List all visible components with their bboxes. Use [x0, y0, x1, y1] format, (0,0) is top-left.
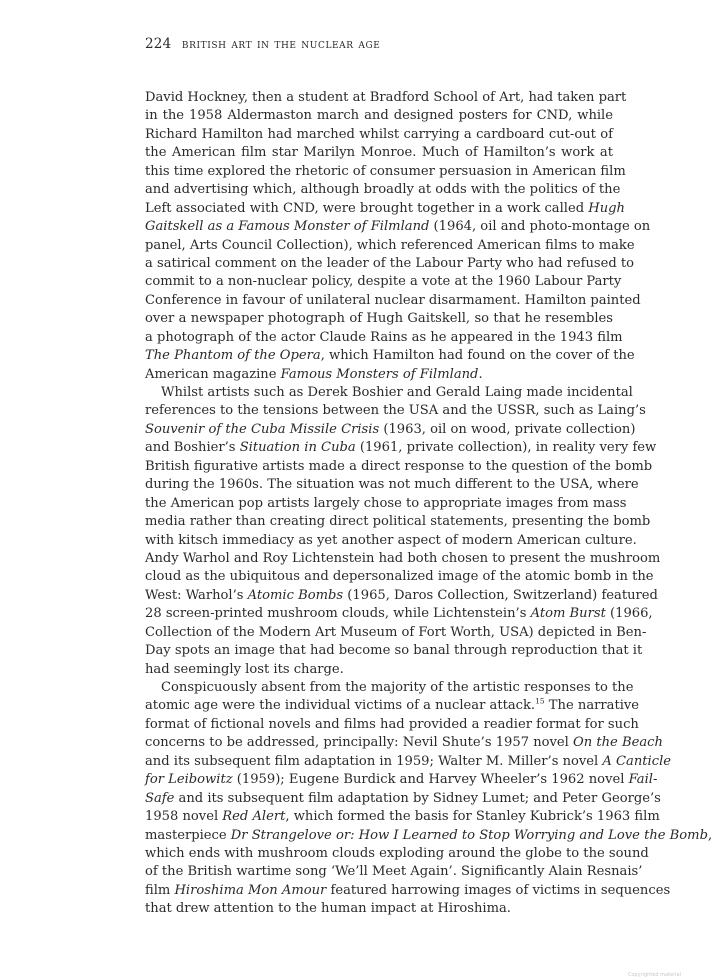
text-run: (1961, private collection), in reality very few [355, 440, 657, 456]
text-line [145, 89, 627, 107]
text-line [145, 237, 635, 255]
text-line [145, 568, 654, 586]
italic-text: Hugh [588, 200, 625, 216]
text-line [145, 329, 623, 347]
text-run: Conspicuously absent from the majority of the artistic responses to the [161, 680, 634, 695]
text-line [145, 827, 712, 845]
text-line [145, 144, 613, 162]
text-run: references to the tensions between the USA and the USSR, such as Laing’s [145, 403, 646, 419]
text-line [145, 808, 660, 826]
page-number: 224 [145, 36, 172, 52]
text-run: in the 1958 Aldermaston march and designed posters for CND, while [145, 108, 613, 124]
text-run: American magazine [145, 366, 281, 382]
text-run: 28 screen-printed mushroom clouds, while Lichtenstein’s [145, 606, 531, 622]
text-run: (1963, oil on wood, private collection) [379, 421, 636, 437]
text-run: a photograph of the actor Claude Rains as he appeared in the 1943 film [145, 329, 623, 345]
italic-text: Red Alert [222, 809, 286, 825]
text-run: (1959); Eugene Burdick and Harvey Wheeler’s 1962 novel [232, 772, 629, 788]
text-run: had seemingly lost its charge. [145, 661, 344, 677]
text-line [145, 384, 633, 402]
text-line [145, 771, 658, 789]
text-run: masterpiece [145, 827, 231, 843]
italic-text: The Phantom of the Opera [145, 348, 321, 364]
text-line [145, 476, 639, 494]
text-run: Day spots an image that had become so banal through reproduction that it [145, 643, 643, 659]
text-line [145, 126, 613, 144]
text-line [145, 605, 653, 623]
text-run: Conference in favour of unilateral nuclear disarmament. Hamilton painted [145, 292, 641, 308]
text-line [145, 845, 649, 863]
text-line [145, 347, 635, 365]
text-run: concerns to be addressed, principally: Nevil Shute’s 1957 novel [145, 735, 574, 751]
text-run: and its subsequent film adaptation by Sidney Lumet; and Peter George’s [174, 790, 661, 806]
text-run: 1958 novel [145, 809, 223, 825]
text-line [145, 402, 646, 420]
italic-text: for Leibowitz [145, 772, 233, 788]
text-line [145, 366, 613, 384]
text-run: Collection of the Modern Art Museum of Fort Worth, USA) depicted in Ben- [145, 624, 647, 640]
text-run: this time explored the rhetoric of consumer persuasion in American film [145, 163, 626, 179]
text-line [145, 863, 643, 881]
text-run: panel, Arts Council Collection), which referenced American films to make [145, 237, 635, 253]
text-run: (1966, [605, 606, 653, 622]
text-run: David Hockney, then a student at Bradford School of Art, had taken part [145, 90, 627, 105]
text-run: over a newspaper photograph of Hugh Gaitskell, so that he resembles [145, 311, 613, 327]
text-run: of the British wartime song ‘We’ll Meet Again’. Significantly Alain Resnais’ [145, 864, 643, 880]
text-run: film [145, 882, 175, 898]
text-line [145, 661, 613, 679]
text-run: a satirical comment on the leader of the Labour Party who had refused to [145, 255, 635, 271]
text-run: , which Hamilton had found on the cover of the [320, 348, 635, 364]
text-line [145, 163, 626, 181]
body-text [145, 89, 712, 919]
text-line [145, 513, 651, 531]
text-line [145, 790, 661, 808]
text-line [145, 882, 671, 900]
text-line [145, 587, 658, 605]
italic-text: Souvenir of the Cuba Missile Crisis [145, 421, 380, 437]
text-run: media rather than creating direct political statements, presenting the bomb [145, 514, 651, 530]
text-run: Andy Warhol and Roy Lichtenstein had both chosen to present the mushroom [145, 550, 661, 566]
text-line [145, 495, 627, 513]
text-line [145, 218, 651, 236]
text-run: the American pop artists largely chose to appropriate images from mass [145, 495, 627, 511]
text-line [145, 255, 635, 273]
italic-text: Famous Monsters of Filmland [280, 366, 479, 382]
text-line [145, 273, 622, 291]
italic-text: Fail- [628, 772, 658, 788]
text-run: The narrative [544, 698, 640, 714]
text-run: . [478, 366, 483, 382]
text-line [145, 181, 621, 199]
text-line [145, 734, 663, 752]
copyright-watermark: Copyrighted material [627, 972, 681, 978]
italic-text: Gaitskell as a Famous Monster of Filmland [145, 219, 430, 235]
italic-text: On the Beach [573, 735, 663, 751]
text-run: atomic age were the individual victims of a nuclear attack. [145, 698, 536, 714]
running-head [145, 36, 380, 52]
text-run: British figurative artists made a direct response to the question of the bomb [145, 458, 653, 474]
running-title: british art in the nuclear age [181, 37, 381, 52]
text-line [145, 900, 613, 918]
text-run: and advertising which, although broadly at odds with the politics of the [145, 182, 621, 198]
text-run: (1964, oil and photo-montage on [429, 219, 651, 235]
text-line [145, 679, 634, 697]
text-run: , which formed the basis for Stanley Kubrick’s 1963 film [285, 809, 660, 825]
text-line [145, 697, 640, 715]
text-run: and Boshier’s [145, 440, 240, 456]
italic-text: Dr Strangelove or: How I Learned to Stop Worrying and Love the Bomb [230, 827, 708, 843]
text-run: Whilst artists such as Derek Boshier and Gerald Laing made incidental [161, 385, 633, 400]
text-run: the American film star Marilyn Monroe. Much of Hamilton’s work at [145, 145, 613, 161]
text-run: commit to a non-nuclear policy, despite a vote at the 1960 Labour Party [145, 274, 622, 290]
text-run: West: Warhol’s [145, 587, 248, 603]
text-run: which ends with mushroom clouds exploding around the globe to the sound [145, 845, 649, 861]
text-line [145, 753, 672, 771]
text-run: and its subsequent film adaptation in 1959; Walter M. Miller’s novel [145, 753, 603, 769]
text-run: cloud as the ubiquitous and depersonalized image of the atomic bomb in the [145, 569, 654, 585]
text-line [145, 310, 613, 328]
text-line [145, 458, 653, 476]
text-run: featured harrowing images of victims in sequences [326, 882, 671, 898]
italic-text: A Canticle [602, 753, 672, 769]
text-run: during the 1960s. The situation was not much different to the USA, where [145, 477, 639, 493]
text-line [145, 716, 639, 734]
text-line [145, 107, 613, 125]
text-run: that drew attention to the human impact at Hiroshima. [145, 901, 511, 917]
text-line [145, 532, 637, 550]
text-run: Left associated with CND, were brought together in a work called [145, 200, 589, 216]
text-line [145, 439, 657, 457]
text-run: , [707, 827, 712, 843]
text-run: with kitsch immediacy as yet another aspect of modern American culture. [145, 532, 637, 548]
text-run: (1965, Daros Collection, Switzerland) featured [343, 587, 658, 603]
italic-text: Situation in Cuba [239, 440, 356, 456]
italic-text: Safe [145, 790, 175, 806]
text-line [145, 550, 661, 568]
text-line [145, 421, 636, 439]
text-line [145, 292, 641, 310]
italic-text: Atom Burst [530, 606, 606, 622]
italic-text: Atomic Bombs [247, 587, 344, 603]
italic-text: Hiroshima Mon Amour [174, 882, 327, 898]
footnote-ref: 15 [535, 697, 545, 707]
text-line [145, 200, 625, 218]
text-run: Richard Hamilton had marched whilst carrying a cardboard cut-out of [145, 126, 613, 142]
text-line [145, 624, 647, 642]
text-run: format of fictional novels and films had provided a readier format for such [145, 716, 639, 732]
text-line [145, 642, 643, 660]
